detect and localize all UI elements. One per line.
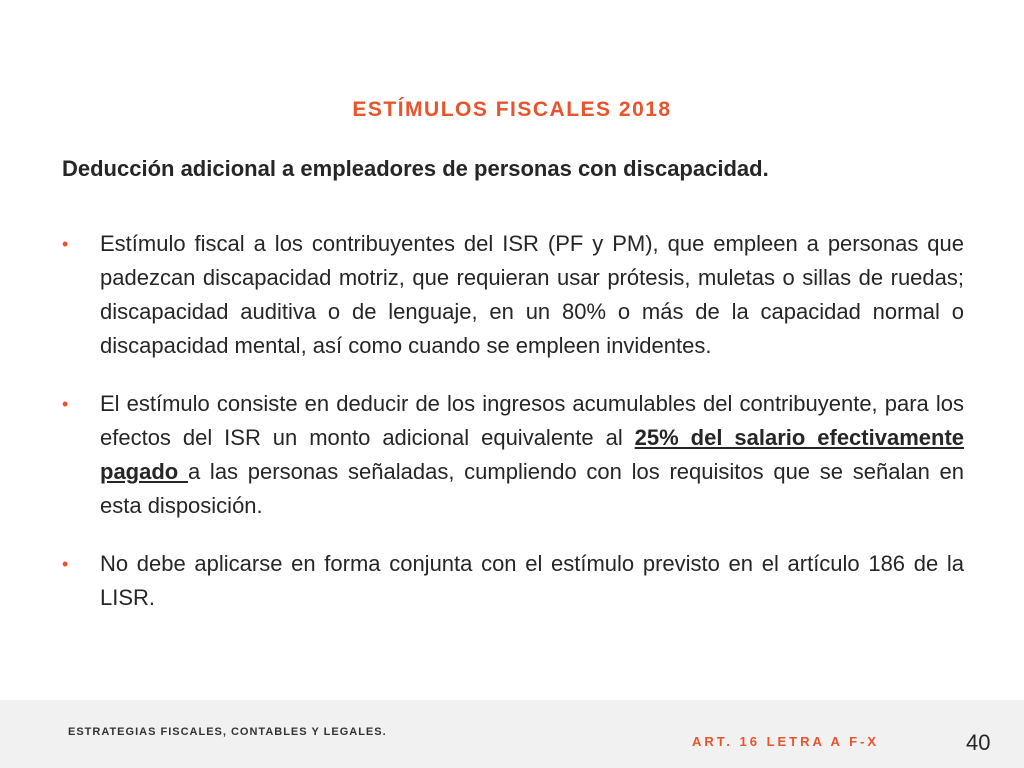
footer-company: ESTRATEGIAS FISCALES, CONTABLES Y LEGALES. bbox=[68, 726, 387, 738]
bullet-text: Estímulo fiscal a los contribuyentes del ISR (PF y PM), que empleen a personas que padezcan discapacidad motriz, que requieran usar prótesis, muletas o sillas de ruedas; discapacidad auditiva o de lenguaje, en un 80% o más de la capacidad normal o discapacidad mental, así como cuando se empleen invidentes. bbox=[100, 231, 964, 358]
page-number: 40 bbox=[966, 730, 991, 755]
bullet-emphasis: 25% del salario efectivamente pagado bbox=[100, 425, 965, 484]
bullet-text: No debe aplicarse en forma conjunta con el estímulo previsto en el artículo 186 de la LISR. bbox=[100, 551, 964, 610]
slide-title: ESTÍMULOS FISCALES 2018 bbox=[352, 98, 672, 121]
bullet-list bbox=[62, 227, 964, 615]
footer-bar bbox=[0, 700, 1024, 768]
bullet-dot-icon: • bbox=[62, 234, 69, 254]
bullet-item bbox=[62, 387, 964, 523]
bullet-dot-icon: • bbox=[62, 554, 69, 574]
bullet-text-after: a las personas señaladas, cumpliendo con los requisitos que se señalan en esta disposición. bbox=[100, 459, 965, 518]
bullet-item bbox=[62, 227, 964, 363]
slide-subtitle: Deducción adicional a empleadores de personas con discapacidad. bbox=[62, 156, 769, 181]
bullet-dot-icon: • bbox=[62, 394, 69, 414]
bullet-item bbox=[62, 547, 964, 615]
footer-reference: ART. 16 LETRA A F-X bbox=[692, 734, 880, 749]
bullet-text-before: El estímulo consiste en deducir de los ingresos acumulables del contribuyente, para los efectos del ISR un monto adicional equivalente al bbox=[100, 391, 964, 450]
